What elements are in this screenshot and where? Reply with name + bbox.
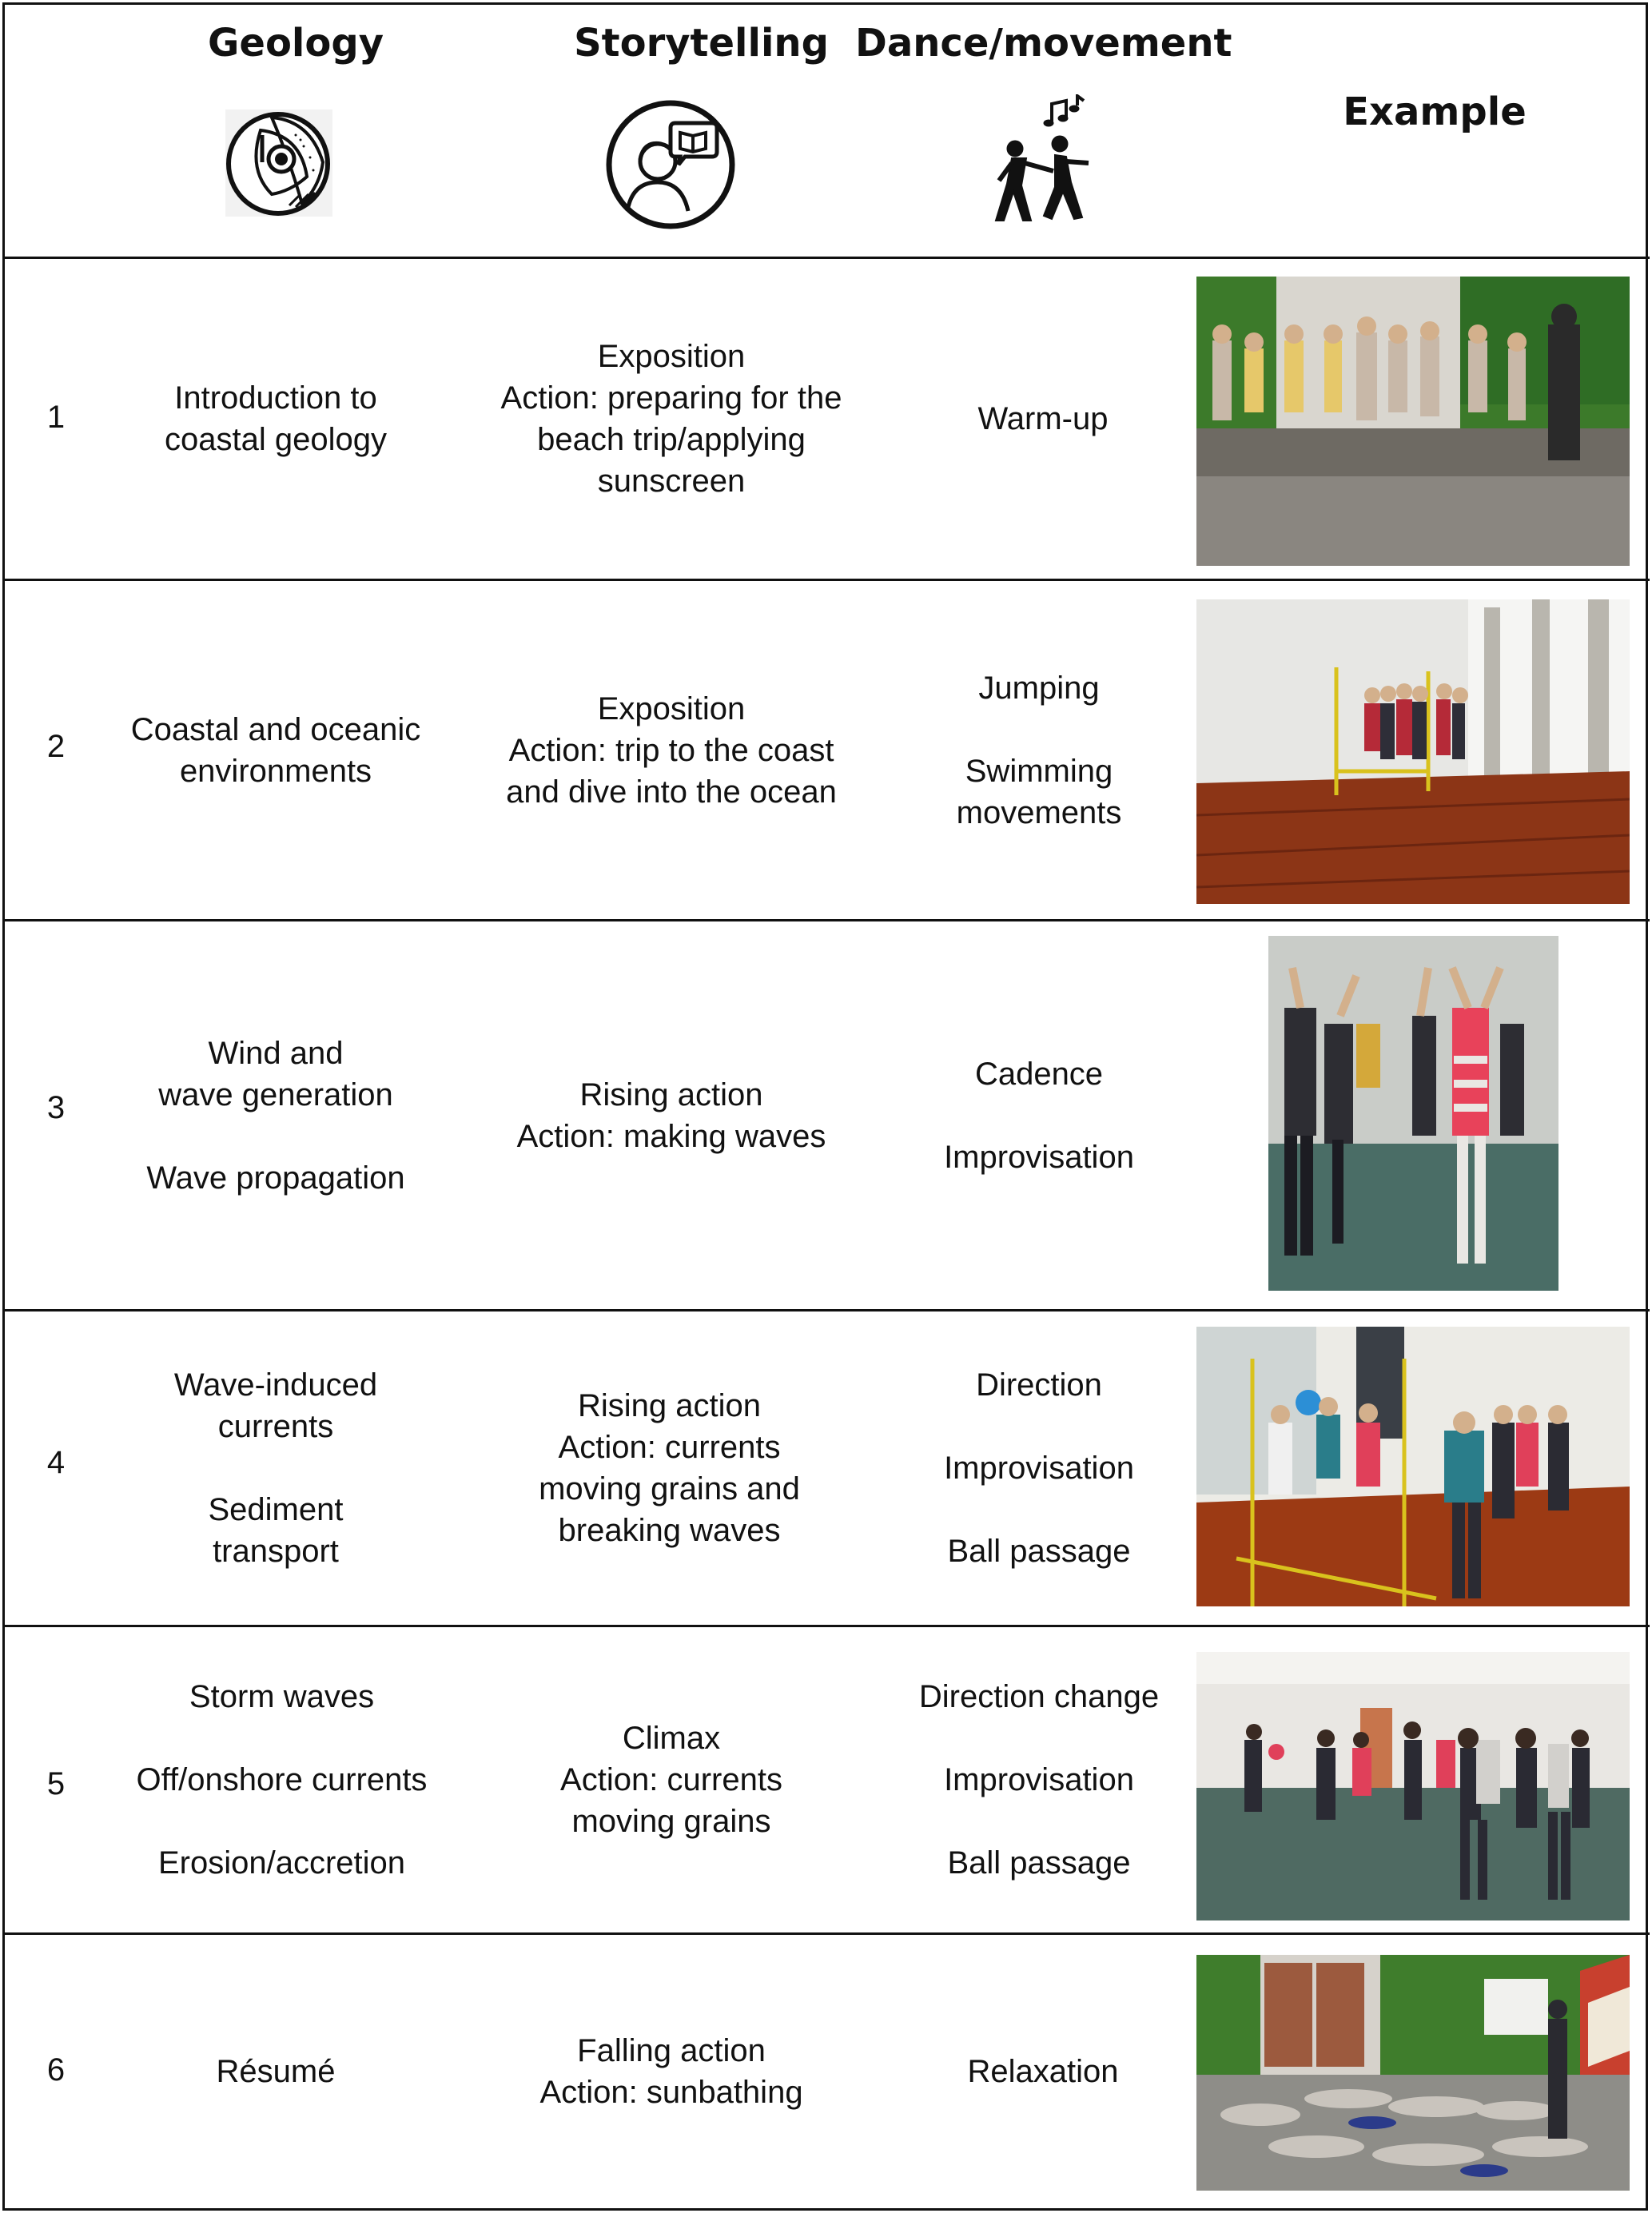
- header-geology: Geology: [207, 21, 384, 66]
- storytelling-line: Action: preparing for the: [500, 380, 842, 416]
- storytelling-line: Falling action: [577, 2033, 766, 2068]
- geology-cell: [112, 1627, 452, 1932]
- storytelling-cell: [448, 581, 895, 919]
- storytelling-line: Exposition: [597, 691, 746, 726]
- row-number: 4: [46, 1445, 66, 1480]
- geology-cell: [112, 259, 440, 579]
- geology-line: currents: [217, 1409, 334, 1444]
- dance-line: Improvisation: [944, 1451, 1134, 1486]
- geology-line: Introduction to: [174, 380, 377, 416]
- storytelling-line: Action: trip to the coast: [508, 732, 834, 768]
- storytelling-line: breaking waves: [558, 1513, 781, 1548]
- dance-line: Ball passage: [947, 1845, 1131, 1881]
- storytelling-line: Rising action: [577, 1388, 761, 1423]
- geology-line: Wave propagation: [146, 1160, 405, 1196]
- geology-line: Sediment: [208, 1492, 344, 1527]
- row-number: 1: [46, 400, 66, 435]
- storytelling-line: sunscreen: [597, 464, 746, 499]
- geology-line: Storm waves: [189, 1679, 375, 1714]
- geology-line: Wind and: [208, 1035, 344, 1071]
- geology-line: Coastal and oceanic: [130, 711, 421, 747]
- geology-line: Off/onshore currents: [136, 1762, 428, 1797]
- dance-line: Improvisation: [944, 1139, 1134, 1175]
- geology-cell: [112, 1935, 440, 2208]
- dance-line: Warm-up: [977, 401, 1109, 436]
- storytelling-line: Exposition: [597, 339, 746, 374]
- geology-line: Résumé: [216, 2054, 336, 2089]
- dance-line: Cadence: [974, 1056, 1104, 1092]
- geology-line: transport: [213, 1534, 339, 1569]
- children-warm-up-photo: [1196, 277, 1630, 566]
- children-jumping-photo: [1196, 599, 1630, 904]
- storytelling-cell: [448, 921, 895, 1309]
- storytelling-line: Action: currents: [560, 1762, 782, 1797]
- storytelling-line: moving grains and: [539, 1471, 800, 1507]
- storytelling-line: moving grains: [571, 1804, 771, 1839]
- dance-line: Direction: [976, 1367, 1102, 1403]
- geology-cell: [112, 1311, 440, 1625]
- row-number: 6: [46, 2052, 66, 2088]
- geology-line: wave generation: [158, 1077, 393, 1112]
- geology-line: environments: [179, 753, 372, 789]
- storytelling-line: beach trip/applying: [537, 422, 806, 457]
- row-number: 5: [46, 1766, 66, 1801]
- geology-line: coastal geology: [165, 422, 387, 457]
- children-direction-change-photo: [1196, 1652, 1630, 1920]
- children-relaxation-photo: [1196, 1955, 1630, 2191]
- storyteller-icon: [605, 99, 736, 230]
- dance-cell: [895, 1935, 1191, 2208]
- row-number: 3: [46, 1090, 66, 1125]
- storytelling-line: Rising action: [579, 1077, 763, 1112]
- dance-line: Improvisation: [944, 1762, 1134, 1797]
- dance-line: Swimming: [965, 753, 1113, 789]
- header-storytelling: Storytelling: [574, 21, 829, 66]
- dance-line: Direction change: [918, 1679, 1160, 1714]
- storytelling-line: Action: making waves: [516, 1118, 826, 1154]
- header-dance: Dance/movement: [855, 21, 1232, 66]
- dance-line: Ball passage: [947, 1534, 1131, 1569]
- storytelling-cell: [448, 1627, 895, 1932]
- storytelling-line: Action: currents: [558, 1430, 781, 1465]
- dance-cell: [895, 259, 1191, 579]
- dance-line: Relaxation: [967, 2054, 1119, 2089]
- dance-line: Jumping: [978, 670, 1100, 706]
- dance-cell: [895, 921, 1183, 1309]
- dance-line: movements: [956, 794, 1122, 830]
- storytelling-line: and dive into the ocean: [506, 774, 837, 810]
- children-making-waves-photo: [1268, 936, 1558, 1291]
- storytelling-cell: [448, 1935, 895, 2208]
- earth-layers-icon: [224, 106, 336, 220]
- storytelling-line: Climax: [622, 1721, 721, 1756]
- storytelling-cell: [448, 259, 895, 579]
- dance-cell: [895, 1627, 1183, 1932]
- dance-cell: [895, 1311, 1183, 1625]
- header-example: Example: [1343, 90, 1527, 134]
- children-ball-passage-photo: [1196, 1327, 1630, 1606]
- geology-line: Erosion/accretion: [157, 1845, 406, 1881]
- geology-line: Wave-induced: [173, 1367, 378, 1403]
- dancers-music-icon: [983, 94, 1095, 230]
- geology-cell: [112, 581, 440, 919]
- dance-cell: [895, 581, 1183, 919]
- row-number: 2: [46, 729, 66, 764]
- geology-cell: [112, 921, 440, 1309]
- storytelling-line: Action: sunbathing: [539, 2075, 803, 2110]
- storytelling-cell: [448, 1311, 891, 1625]
